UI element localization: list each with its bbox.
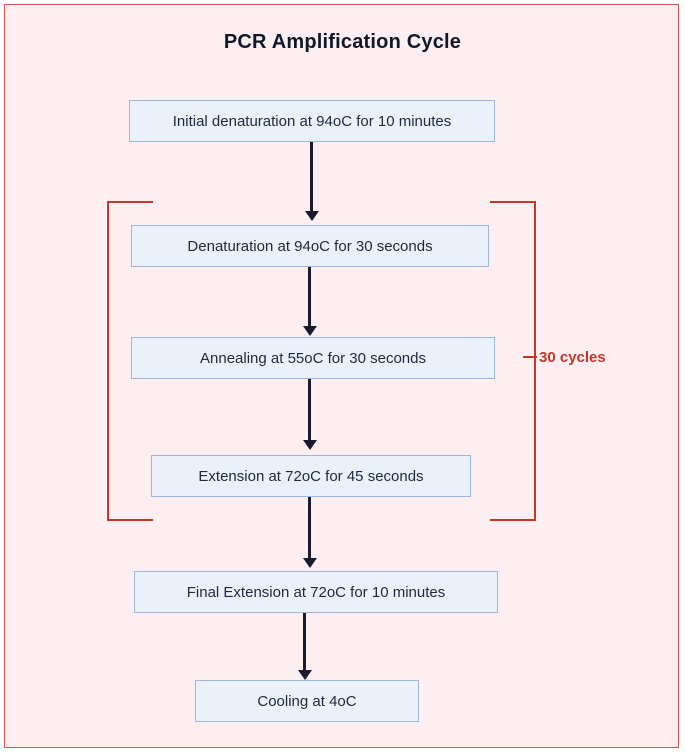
arrow-extension-to-final bbox=[308, 497, 311, 559]
node-extension bbox=[151, 455, 471, 497]
node-label: Annealing at 55oC for 30 seconds bbox=[200, 349, 426, 367]
node-label: Initial denaturation at 94oC for 10 minutes bbox=[172, 112, 452, 130]
cycles-label: 30 cycles bbox=[539, 349, 606, 366]
arrow-denaturation-to-annealing bbox=[308, 267, 311, 327]
node-cooling bbox=[195, 680, 419, 722]
arrow-initial-to-denaturation bbox=[310, 142, 313, 212]
node-label: Cooling at 4oC bbox=[257, 692, 357, 710]
arrow-final-to-cooling bbox=[303, 613, 306, 671]
diagram-frame bbox=[4, 4, 679, 748]
cycle-bracket-right bbox=[490, 201, 536, 521]
node-initial-denaturation bbox=[129, 100, 495, 142]
cycle-bracket-connector bbox=[523, 356, 537, 358]
arrow-annealing-to-extension bbox=[308, 379, 311, 441]
cycle-bracket-left bbox=[107, 201, 153, 521]
node-label: Denaturation at 94oC for 30 seconds bbox=[187, 237, 433, 255]
page-title: PCR Amplification Cycle bbox=[223, 31, 462, 53]
node-label: Extension at 72oC for 45 seconds bbox=[198, 467, 424, 485]
node-denaturation bbox=[131, 225, 489, 267]
node-label: Final Extension at 72oC for 10 minutes bbox=[186, 583, 446, 601]
node-final-extension bbox=[134, 571, 498, 613]
node-annealing bbox=[131, 337, 495, 379]
